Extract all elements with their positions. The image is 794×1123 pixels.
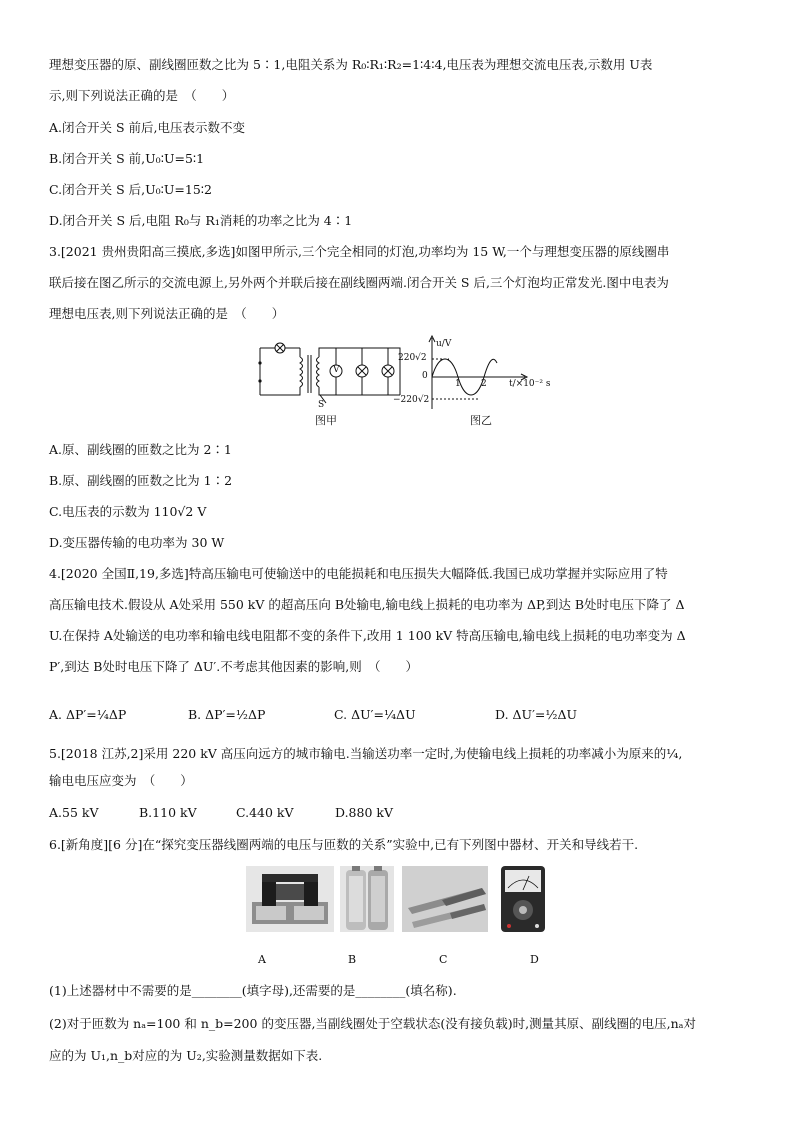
graph-ymax-label: 220√2	[398, 353, 427, 363]
q5-stem-line-2: 输电电压应变为 （ ）	[49, 773, 193, 788]
switch-label: S	[318, 400, 325, 410]
q2-option-a: A.闭合开关 S 前后,电压表示数不变	[49, 120, 245, 135]
graph-zero-label: 0	[422, 371, 428, 381]
photo-c-label: C	[439, 953, 448, 966]
q5-option-c: C.440 kV	[236, 805, 294, 820]
graph-tick-1: 1	[455, 379, 461, 389]
q2-option-d: D.闭合开关 S 后,电阻 R₀与 R₁消耗的功率之比为 4∶1	[49, 213, 353, 228]
graph-y-axis-label: u/V	[436, 339, 452, 349]
q3-option-c: C.电压表的示数为 110√2 V	[49, 504, 207, 519]
q5-option-b: B.110 kV	[139, 805, 197, 820]
q3-option-b: B.原、副线圈的匝数之比为 1∶2	[49, 473, 233, 488]
graph-x-axis-label: t/×10⁻² s	[509, 379, 551, 389]
q4-option-a: A. ΔP′=¼ΔP	[49, 707, 127, 722]
q2-stem-line-1: 理想变压器的原、副线圈匝数之比为 5∶1,电阻关系为 R₀∶R₁∶R₂=1∶4∶4,电压表为理想交流电压表,示数用 U表	[49, 57, 653, 72]
q6-sub-2-line-2: 应的为 U₁,n_b对应的为 U₂,实验测量数据如下表.	[49, 1048, 323, 1063]
q6-stem-line-1: 6.[新角度][6 分]在“探究变压器线圈两端的电压与匝数的关系”实验中,已有下列图中器材、开关和导线若干.	[49, 837, 639, 852]
q6-sub-2-line-1: (2)对于匝数为 nₐ=100 和 n_b=200 的变压器,当副线圈处于空载状态(没有接负载)时,测量其原、副线圈的电压,nₐ对	[49, 1016, 696, 1031]
q3-stem-line-3: 理想电压表,则下列说法正确的是 （ ）	[49, 306, 285, 321]
photo-d-multimeter	[498, 864, 548, 934]
photo-a-label: A	[258, 953, 266, 966]
q5-stem-line-1: 5.[2018 江苏,2]采用 220 kV 高压向远方的城市输电.当输送功率一定时,为使输电线上损耗的功率减小为原来的¼,	[49, 746, 683, 761]
graph-tick-2: 2	[481, 379, 487, 389]
figure-jia-caption: 图甲	[315, 414, 337, 427]
q4-stem-line-4: P′,到达 B处时电压下降了 ΔU′.不考虑其他因素的影响,则 （ ）	[49, 659, 418, 674]
q4-option-b: B. ΔP′=½ΔP	[188, 707, 266, 722]
graph-ymin-label: −220√2	[393, 395, 430, 405]
photo-b-batteries	[340, 866, 394, 932]
q3-stem-line-1: 3.[2021 贵州贵阳高三摸底,多选]如图甲所示,三个完全相同的灯泡,功率均为 15 W,一个与理想变压器的原线圈串	[49, 244, 670, 259]
photo-c-magnets	[402, 866, 488, 932]
photo-d-label: D	[530, 953, 539, 966]
q4-stem-line-3: U.在保持 A处输送的电功率和输电线电阻都不变的条件下,改用 1 100 kV 特高压输电,输电线上损耗的电功率变为 Δ	[49, 628, 686, 643]
q3-option-a: A.原、副线圈的匝数之比为 2∶1	[49, 442, 232, 457]
q2-option-b: B.闭合开关 S 前,U₀∶U=5∶1	[49, 151, 205, 166]
q4-stem-line-1: 4.[2020 全国Ⅱ,19,多选]特高压输电可使输送中的电能损耗和电压损失大幅降低.我国已成功掌握并实际应用了特	[49, 566, 668, 581]
q4-stem-line-2: 高压输电技术.假设从 A处采用 550 kV 的超高压向 B处输电,输电线上损耗的电功率为 ΔP,到达 B处时电压下降了 Δ	[49, 597, 685, 612]
q3-option-d: D.变压器传输的电功率为 30 W	[49, 535, 225, 550]
q5-option-d: D.880 kV	[335, 805, 393, 820]
photo-a-transformer	[246, 866, 334, 932]
q4-option-d: D. ΔU′=½ΔU	[495, 707, 578, 722]
photo-b-label: B	[348, 953, 357, 966]
q6-sub-1: (1)上述器材中不需要的是________(填字母),还需要的是________(填名称).	[49, 983, 457, 998]
voltmeter-label: V	[333, 365, 340, 375]
q3-stem-line-2: 联后接在图乙所示的交流电源上,另外两个并联后接在副线圈两端.闭合开关 S 后,三个灯泡均正常发光.图中电表为	[49, 275, 669, 290]
q5-option-a: A.55 kV	[49, 805, 99, 820]
figure-yi-caption: 图乙	[470, 414, 492, 427]
q2-option-c: C.闭合开关 S 后,U₀∶U=15∶2	[49, 182, 212, 197]
q2-stem-line-2: 示,则下列说法正确的是 （ ）	[49, 88, 235, 103]
q4-option-c: C. ΔU′=¼ΔU	[334, 707, 416, 722]
